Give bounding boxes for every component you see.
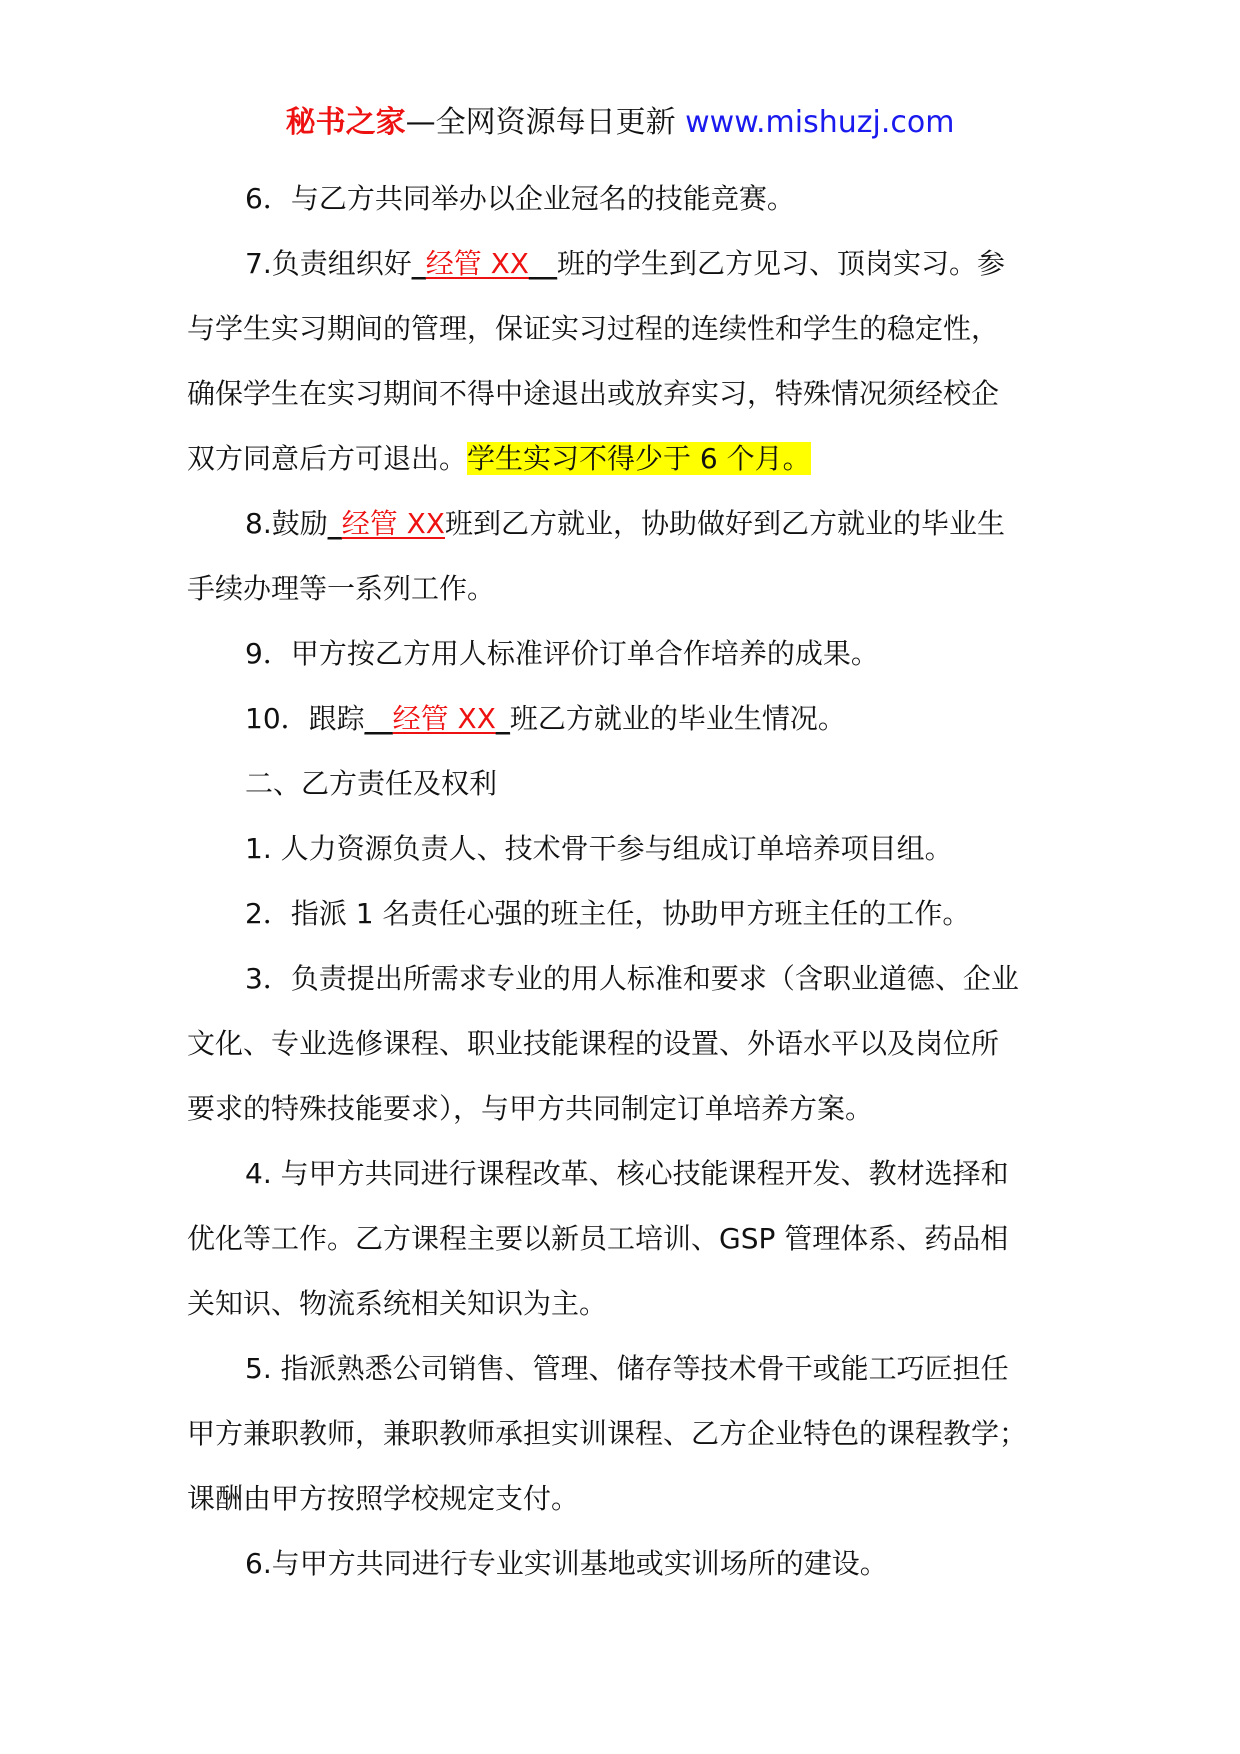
text-run: 双方同意后方可退出。: [187, 442, 468, 475]
paragraph-b5-line3: 课酬由甲方按照学校规定支付。: [187, 1482, 580, 1515]
paragraph-b1: 1. 人力资源负责人、技术骨干参与组成订单培养项目组。: [245, 832, 953, 865]
filled-class-name: 经管 XX: [341, 507, 445, 540]
fill-blank: _: [411, 247, 426, 280]
text-run: 班到乙方就业，协助做好到乙方就业的毕业生: [444, 507, 1005, 540]
text-run: 10．跟踪: [245, 702, 365, 735]
paragraph-a8-line1: [187, 491, 1067, 556]
paragraph-b3-line1: 3．负责提出所需求专业的用人标准和要求（含职业道德、企业: [245, 962, 1019, 995]
section-heading-party-b: 二、乙方责任及权利: [245, 767, 498, 800]
paragraph-a7-line3: 确保学生在实习期间不得中途退出或放弃实习，特殊情况须经校企: [187, 377, 1000, 410]
paragraph-b3-line2: 文化、专业选修课程、职业技能课程的设置、外语水平以及岗位所: [187, 1027, 1000, 1060]
fill-blank: __: [528, 247, 557, 280]
header-tagline: —全网资源每日更新: [405, 105, 676, 140]
paragraph-a6: 6．与乙方共同举办以企业冠名的技能竞赛。: [245, 182, 795, 215]
fill-blank: __: [364, 702, 393, 735]
filled-class-name: 经管 XX: [392, 702, 496, 735]
site-header: [0, 103, 1240, 143]
paragraph-a7-line1: [187, 231, 1067, 296]
fill-blank: _: [495, 702, 510, 735]
text-run: 班的学生到乙方见习、顶岗实习。参: [556, 247, 1005, 280]
text-run: 8.鼓励: [245, 507, 328, 540]
paragraph-a7-line4: [187, 426, 1067, 491]
paragraph-a9: 9．甲方按乙方用人标准评价订单合作培养的成果。: [245, 637, 879, 670]
paragraph-b6: 6.与甲方共同进行专业实训基地或实训场所的建设。: [245, 1547, 888, 1580]
paragraph-a8-line2: 手续办理等一系列工作。: [187, 572, 496, 605]
fill-blank: _: [327, 507, 342, 540]
paragraph-b4-line2: 优化等工作。乙方课程主要以新员工培训、GSP 管理体系、药品相: [187, 1222, 1009, 1255]
paragraph-b5-line2: 甲方兼职教师，兼职教师承担实训课程、乙方企业特色的课程教学；: [187, 1417, 1028, 1450]
document-body: [187, 166, 1067, 1596]
site-url-link[interactable]: www.mishuzj.com: [685, 105, 955, 140]
paragraph-a7-line2: 与学生实习期间的管理，保证实习过程的连续性和学生的稳定性，: [187, 312, 1000, 345]
paragraph-b4-line1: 4. 与甲方共同进行课程改革、核心技能课程开发、教材选择和: [245, 1157, 1009, 1190]
text-run: 7.负责组织好: [245, 247, 412, 280]
brand-name: 秘书之家: [285, 105, 406, 140]
paragraph-a10: [187, 686, 1067, 751]
text-run: 班乙方就业的毕业生情况。: [509, 702, 846, 735]
paragraph-b5-line1: 5. 指派熟悉公司销售、管理、储存等技术骨干或能工巧匠担任: [245, 1352, 1009, 1385]
filled-class-name: 经管 XX: [425, 247, 529, 280]
paragraph-b3-line3: 要求的特殊技能要求），与甲方共同制定订单培养方案。: [187, 1092, 874, 1125]
paragraph-b2: 2．指派 1 名责任心强的班主任，协助甲方班主任的工作。: [245, 897, 971, 930]
paragraph-b4-line3: 关知识、物流系统相关知识为主。: [187, 1287, 608, 1320]
highlighted-text: 学生实习不得少于 6 个月。: [467, 442, 811, 475]
